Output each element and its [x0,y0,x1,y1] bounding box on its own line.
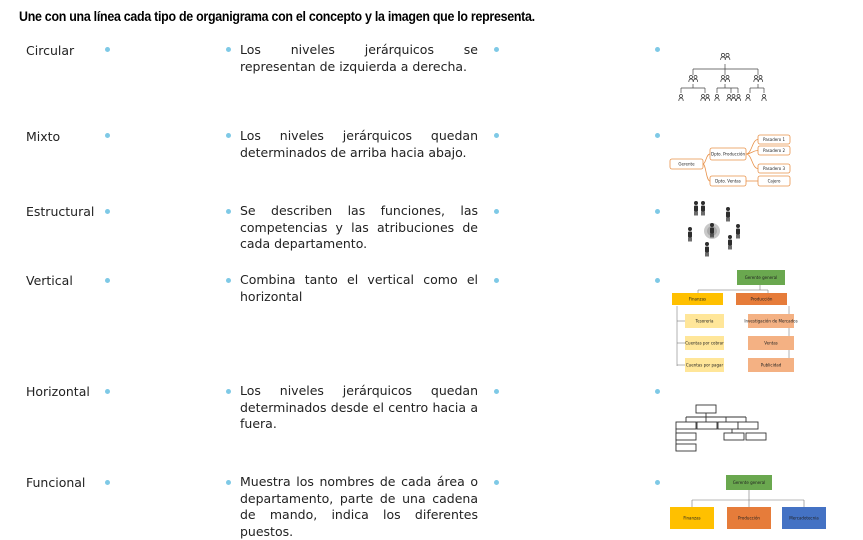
mixed-left-1: Tesorería [695,318,714,324]
instruction-title: Une con una línea cada tipo de organigrama con el concepto y la imagen que lo representa. [19,9,535,24]
image-people-tree [668,50,778,108]
concept-right-dot-5[interactable] [494,389,499,394]
concept-right-dot-1[interactable] [494,47,499,52]
func-dept-3: Mercadotecnia [789,515,819,521]
func-dept-2: Producción [738,515,760,521]
mixed-left-2: Cuentas por cobrar [685,340,724,346]
image-dot-5[interactable] [655,389,660,394]
term-dot-circular[interactable] [105,47,110,52]
image-dot-1[interactable] [655,47,660,52]
concept-right-dot-2[interactable] [494,133,499,138]
concept-1: Los niveles jerárquicos se representan de izquierda a derecha. [240,42,478,74]
func-top: Gerente general [732,480,766,485]
mixed-top: Gerente general [744,275,778,280]
term-vertical: Vertical [26,273,73,288]
concept-left-dot-3[interactable] [226,209,231,214]
concept-left-dot-1[interactable] [226,47,231,52]
mixed-right-1: Investigación de Mercados [744,318,798,324]
term-dot-vertical[interactable] [105,278,110,283]
concept-4: Combina tanto el vertical como el horizontal [240,272,478,304]
mixed-right-2: Ventas [764,340,778,346]
hchart-mid-2: Dpto. Ventas [715,178,741,184]
concept-6: Muestra los nombres de cada área o departamento, parte de una cadena de mando, indica los diferentes puestos. [240,474,478,539]
concept-left-dot-2[interactable] [226,133,231,138]
term-mixto: Mixto [26,129,61,144]
mixed-right-3: Publicidad [760,362,782,368]
image-dot-4[interactable] [655,278,660,283]
hchart-root: Gerente [678,161,695,167]
image-dot-3[interactable] [655,209,660,214]
concept-3: Se describen las funciones, las competencias y las atribuciones de cada departamento. [240,203,478,251]
concept-left-dot-5[interactable] [226,389,231,394]
image-functional-chart [668,472,828,532]
concept-2: Los niveles jerárquicos quedan determinados de arriba hacia abajo. [240,128,478,160]
image-mixed-chart [668,268,800,376]
term-horizontal: Horizontal [26,384,90,399]
hchart-leaf-2: Pasadero 2 [762,148,786,153]
concept-right-dot-4[interactable] [494,278,499,283]
mixed-second-2: Producción [750,296,773,302]
hchart-leaf-3: Pasadero 3 [762,166,786,171]
image-dot-2[interactable] [655,133,660,138]
concept-left-dot-6[interactable] [226,480,231,485]
image-dot-6[interactable] [655,480,660,485]
term-dot-horizontal[interactable] [105,389,110,394]
hchart-leaf-4: Cajero [767,178,781,184]
concept-left-dot-4[interactable] [226,278,231,283]
term-estructural: Estructural [26,204,95,219]
term-dot-estructural[interactable] [105,209,110,214]
hchart-mid-1: Dpto. Producción [710,151,746,157]
term-funcional: Funcional [26,475,86,490]
func-dept-1: Finanzas [683,515,701,521]
concept-5: Los niveles jerárquicos quedan determinados desde el centro hacia a fuera. [240,383,478,431]
concept-right-dot-3[interactable] [494,209,499,214]
term-circular: Circular [26,43,75,58]
mixed-left-3: Cuentas por pagar [685,362,724,368]
mixed-second-1: Finanzas [688,296,707,302]
term-dot-funcional[interactable] [105,480,110,485]
image-horizontal-chart [668,133,794,189]
hchart-leaf-1: Pasadero 1 [762,137,786,142]
concept-right-dot-6[interactable] [494,480,499,485]
term-dot-mixto[interactable] [105,133,110,138]
image-people-network [680,200,752,260]
image-outline-boxes-chart [672,403,772,457]
